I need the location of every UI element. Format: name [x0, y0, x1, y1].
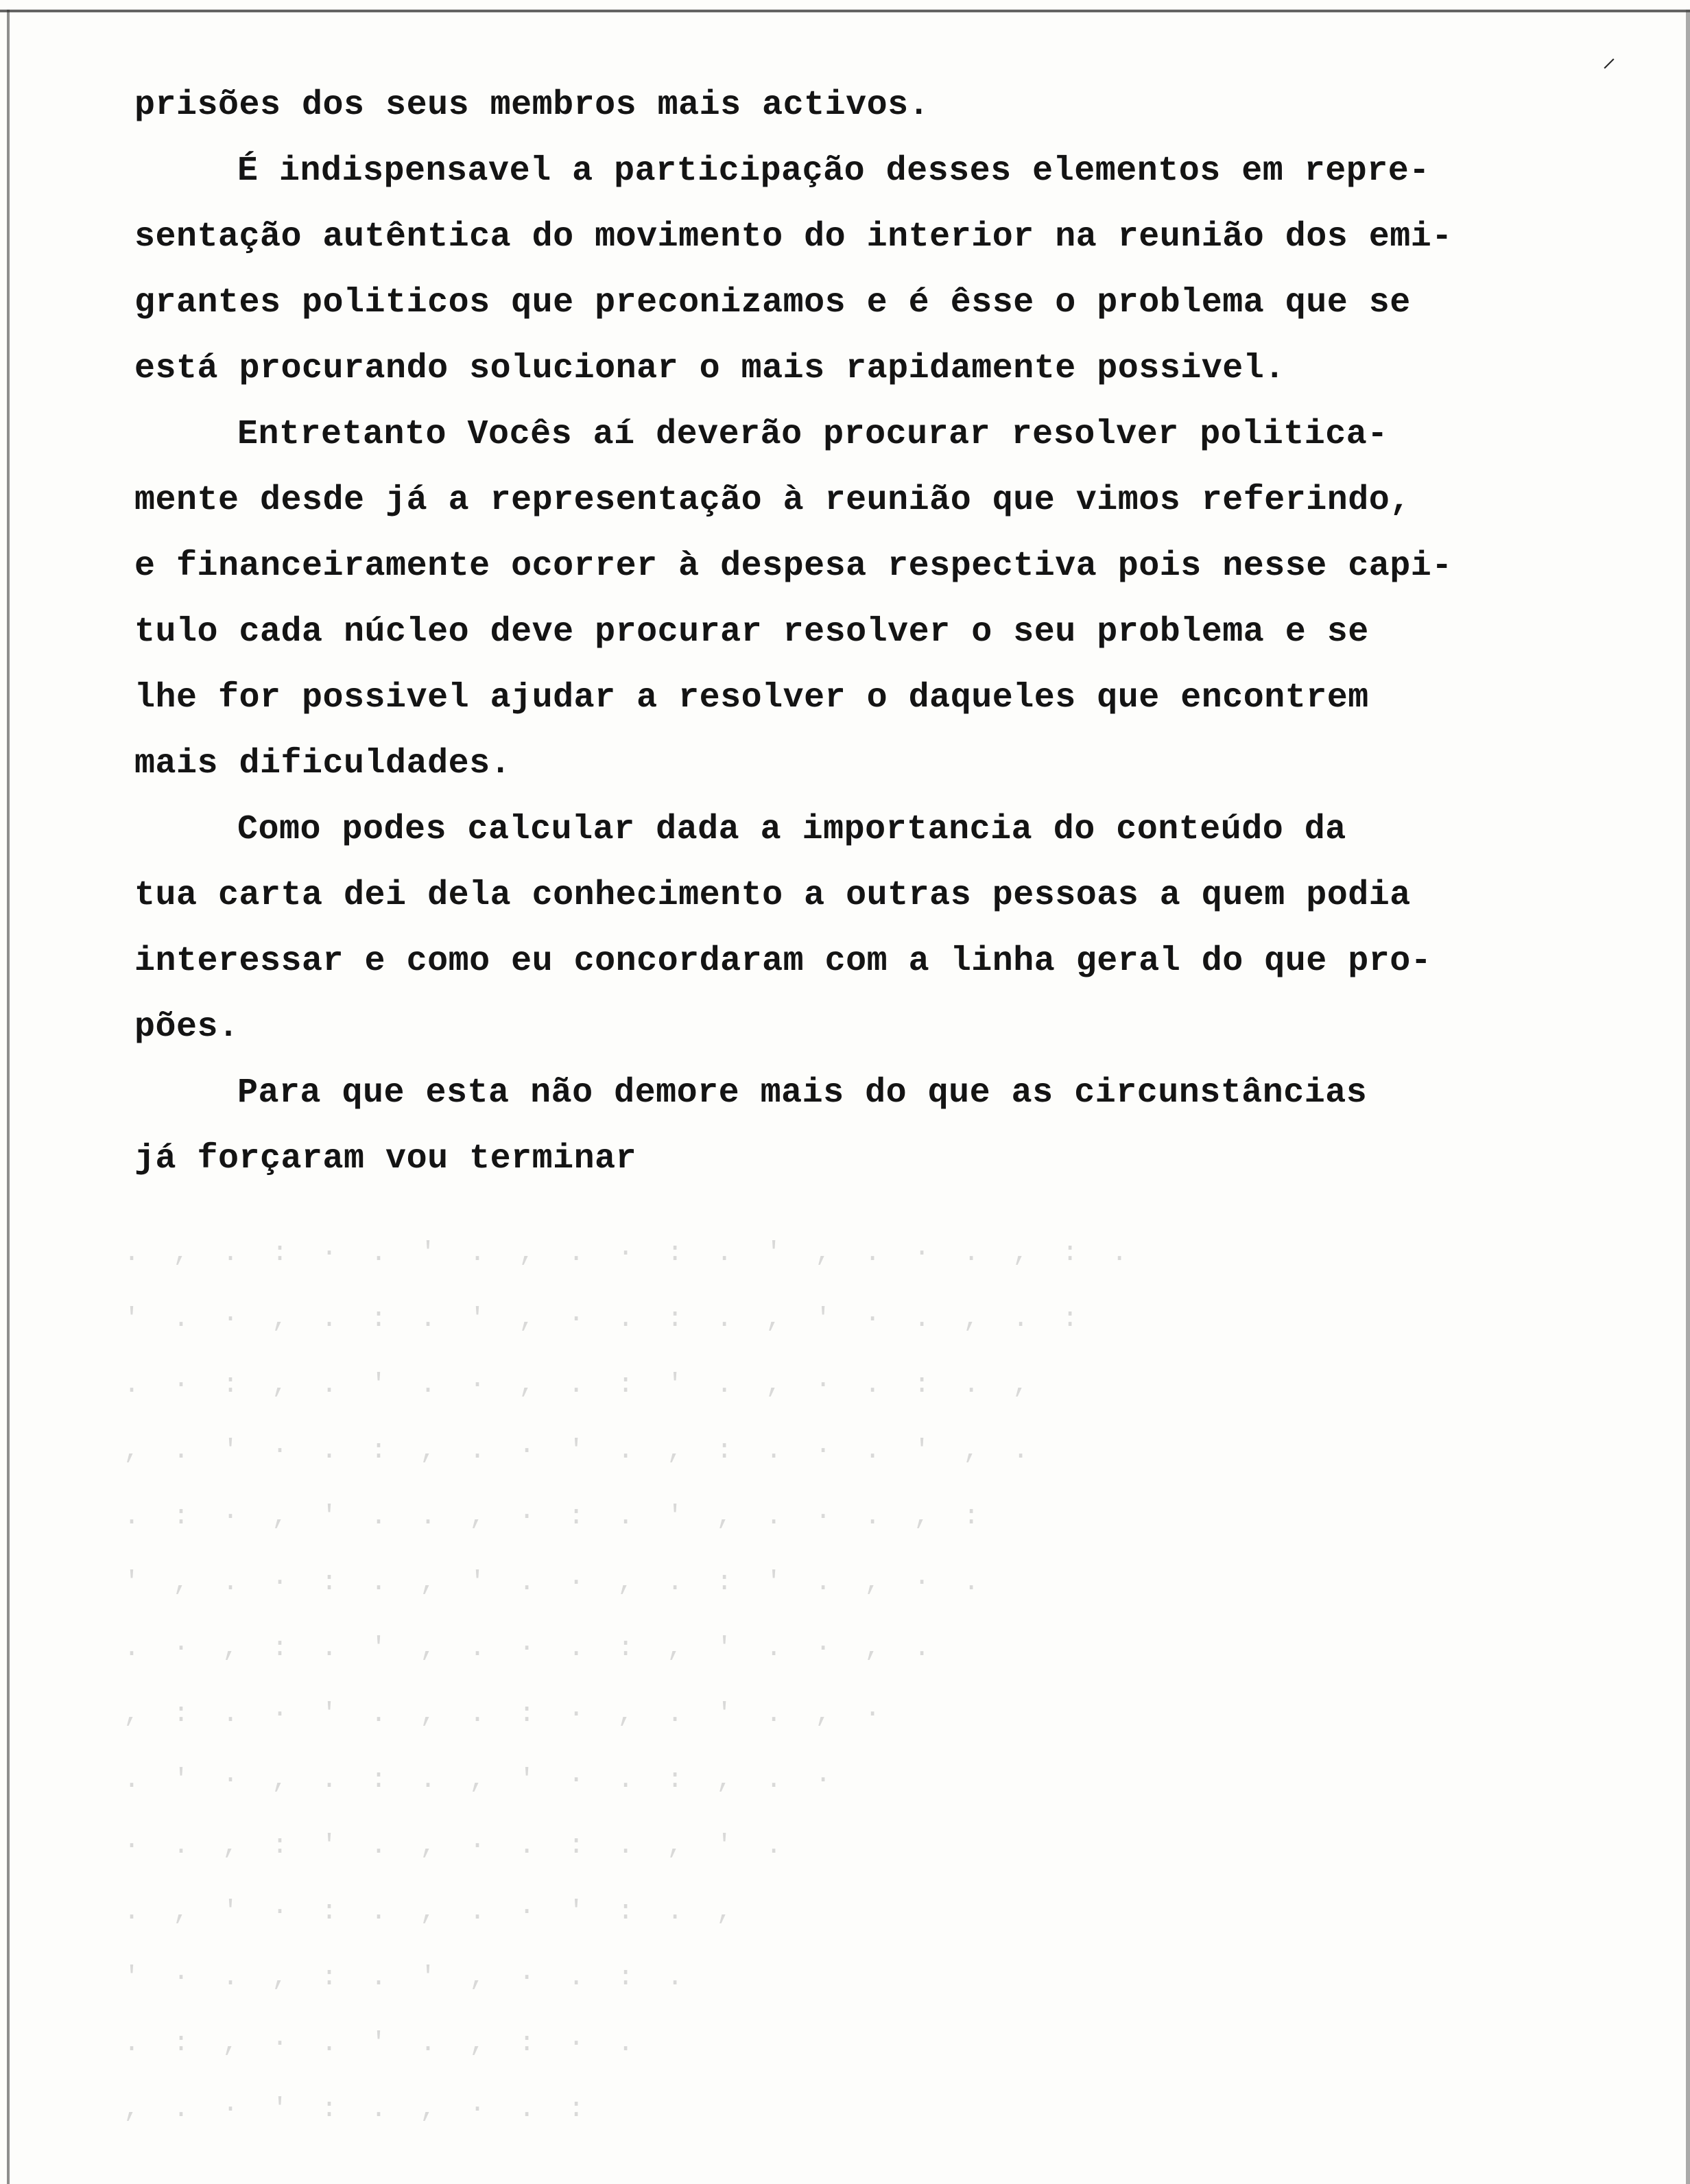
- text-line: pões.: [134, 1008, 239, 1047]
- letter-body: [134, 73, 1479, 1192]
- bleed-line: . , ' · : . , . · ' : . ,: [123, 1897, 741, 1927]
- page-top-edge: [0, 10, 1690, 12]
- text-line: e financeiramente ocorrer à despesa respectiva pois nesse capi-: [134, 547, 1453, 586]
- bleed-line: , : . · ' . , . : · , . ' . , ·: [123, 1699, 890, 1730]
- margin-mark: ⸝: [1602, 42, 1616, 73]
- bleed-line: , . · ' : . , · . :: [123, 2094, 593, 2125]
- text-line: lhe for possivel ajudar a resolver o daqueles que encontrem: [134, 678, 1369, 717]
- page-left-edge: [7, 10, 10, 2184]
- bleed-line: ' , . · : . , ' . · , . : ' . , · .: [123, 1567, 988, 1598]
- text-line: Para que esta não demore mais do que as circunstâncias: [237, 1073, 1368, 1113]
- bleed-line: ' . · , . : . ' , · . : . , ' · . , . :: [123, 1304, 1087, 1335]
- bleed-line: · . , : ' . , · . : . , ' .: [123, 1831, 791, 1862]
- text-line: já forçaram vou terminar: [134, 1139, 637, 1178]
- bleed-line: ' · . , : . ' , · . : .: [123, 1962, 692, 1993]
- bleed-through-texture: [123, 1221, 1427, 2143]
- bleed-line: . : , · . ' . , : · .: [123, 2028, 643, 2059]
- bleed-line: . · , : . ' , . · . : , ' . · , .: [123, 1633, 939, 1664]
- text-line: É indispensavel a participação desses elementos em repre-: [237, 152, 1430, 191]
- page-right-edge: [1686, 10, 1690, 2184]
- bleed-line: . · : , . ' . · , . : ' . , · . : . ,: [123, 1370, 1038, 1401]
- text-line: Entretanto Vocês aí deverão procurar resolver politica-: [237, 415, 1388, 454]
- text-line: mais dificuldades.: [134, 744, 512, 783]
- text-line: Como podes calcular dada a importancia do conteúdo da: [237, 810, 1346, 849]
- text-line: tua carta dei dela conhecimento a outras pessoas a quem podia: [134, 876, 1411, 915]
- text-line: mente desde já a representação à reunião que vimos referindo,: [134, 481, 1411, 520]
- bleed-line: . ' · , . : . , ' · . : , . ·: [123, 1765, 840, 1796]
- text-line: interessar e como eu concordaram com a linha geral do que pro-: [134, 942, 1432, 981]
- bleed-line: . , . : · . ' . , . · : . ' , . · . , : .: [123, 1238, 1136, 1269]
- text-line: sentação autêntica do movimento do interior na reunião dos emi-: [134, 217, 1453, 257]
- bleed-line: , . ' · . : , . · ' . , : . · . ' , .: [123, 1436, 1038, 1467]
- text-line: está procurando solucionar o mais rapidamente possivel.: [134, 349, 1285, 388]
- bleed-line: . : · , ' . . , · : . ' , . · . , :: [123, 1502, 988, 1532]
- text-line: prisões dos seus membros mais activos.: [134, 86, 930, 125]
- text-line: tulo cada núcleo deve procurar resolver o seu problema e se: [134, 613, 1369, 652]
- text-line: grantes politicos que preconizamos e é êsse o problema que se: [134, 283, 1411, 322]
